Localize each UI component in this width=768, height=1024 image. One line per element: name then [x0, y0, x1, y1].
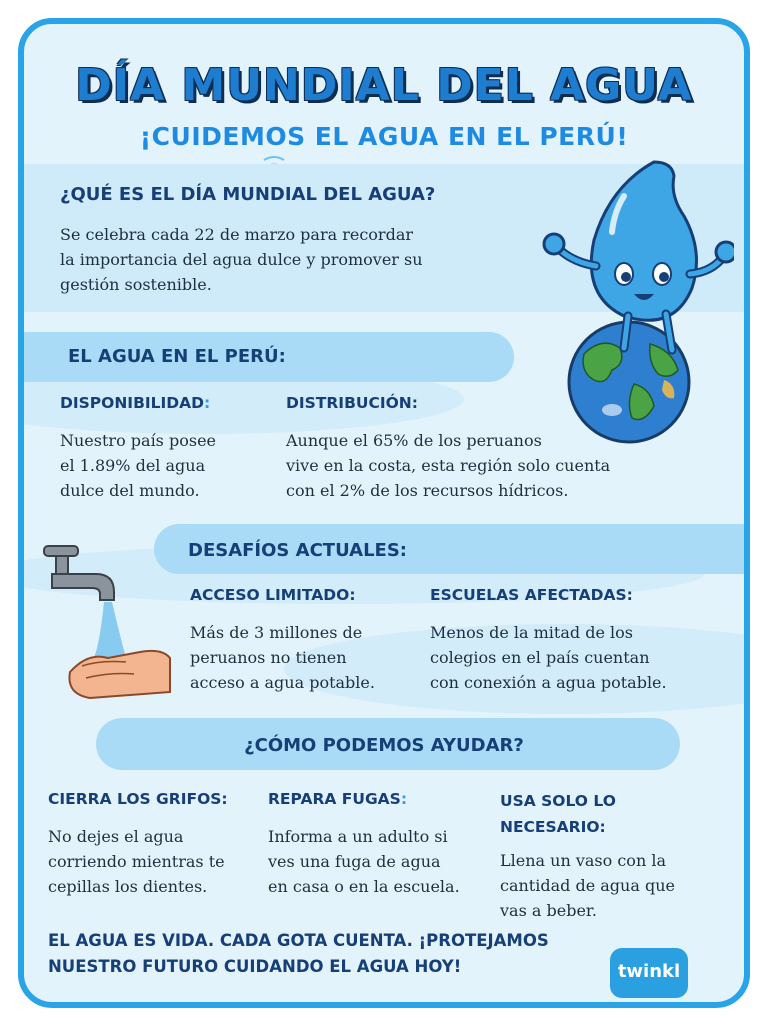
- text-line: la importancia del agua dulce y promover su: [60, 250, 423, 269]
- text-line: dulce del mundo.: [60, 481, 200, 500]
- text-line: vive en la costa, esta región solo cuenta: [286, 456, 611, 475]
- subheading-disponibilidad: [60, 394, 210, 412]
- text-line: colegios en el país cuentan: [430, 648, 650, 667]
- text-line: Nuestro país posee: [60, 431, 216, 450]
- faucet-hands-icon: [30, 532, 180, 702]
- acceso-text: [190, 620, 375, 695]
- section-heading-que-es: ¿QUÉ ES EL DÍA MUNDIAL DEL AGUA?: [60, 184, 436, 205]
- text-line: cepillas los dientes.: [48, 877, 208, 896]
- page-title: DÍA MUNDIAL DEL AGUA: [75, 60, 693, 111]
- subheading-fugas: [268, 790, 407, 808]
- logo-text: twinkl: [617, 961, 681, 982]
- subheading-necesario: [500, 788, 616, 840]
- poster-frame: [18, 18, 750, 1008]
- subheading-distribucion: DISTRIBUCIÓN:: [286, 394, 418, 412]
- subheading-line: NECESARIO:: [500, 818, 606, 836]
- text-line: Informa a un adulto si: [268, 827, 448, 846]
- escuelas-text: [430, 620, 667, 695]
- poster-background: [24, 24, 744, 1002]
- fugas-text: [268, 824, 460, 899]
- subheading-acceso: ACCESO LIMITADO:: [190, 586, 356, 604]
- text-line: el 1.89% del agua: [60, 456, 206, 475]
- text-line: Llena un vaso con la: [500, 851, 666, 870]
- text-line: corriendo mientras te: [48, 852, 225, 871]
- page-subtitle: ¡CUIDEMOS EL AGUA EN EL PERÚ!: [139, 122, 629, 151]
- que-es-text: [60, 222, 423, 297]
- footer-line: NUESTRO FUTURO CUIDANDO EL AGUA HOY!: [48, 957, 462, 976]
- subheading-colon: :: [204, 394, 211, 412]
- text-line: gestión sostenible.: [60, 275, 212, 294]
- text-line: cantidad de agua que: [500, 876, 675, 895]
- section-heading-ayudar: ¿CÓMO PODEMOS AYUDAR?: [244, 735, 524, 756]
- subheading-escuelas: ESCUELAS AFECTADAS:: [430, 586, 633, 604]
- text-line: vas a beber.: [500, 901, 597, 920]
- text-line: Más de 3 millones de: [190, 623, 363, 642]
- subheading-text: REPARA FUGAS: [268, 790, 401, 808]
- text-line: en casa o en la escuela.: [268, 877, 460, 896]
- text-line: No dejes el agua: [48, 827, 184, 846]
- section-heading-desafios: DESAFÍOS ACTUALES:: [188, 540, 407, 561]
- text-line: con el 2% de los recursos hídricos.: [286, 481, 569, 500]
- water-drop-mascot-icon: [524, 156, 734, 356]
- text-line: peruanos no tienen: [190, 648, 347, 667]
- text-line: Menos de la mitad de los: [430, 623, 633, 642]
- text-line: ves una fuga de agua: [268, 852, 441, 871]
- text-line: Se celebra cada 22 de marzo para recordar: [60, 225, 414, 244]
- twinkl-logo: [610, 948, 688, 998]
- text-line: Aunque el 65% de los peruanos: [286, 431, 542, 450]
- subheading-line: USA SOLO LO: [500, 792, 616, 810]
- text-line: acceso a agua potable.: [190, 673, 375, 692]
- grifos-text: [48, 824, 225, 899]
- subheading-grifos: CIERRA LOS GRIFOS:: [48, 790, 228, 808]
- section-heading-peru: EL AGUA EN EL PERÚ:: [68, 346, 286, 367]
- subheading-colon: :: [400, 790, 408, 808]
- subheading-text: DISPONIBILIDAD: [60, 394, 205, 412]
- footer-message: [48, 928, 549, 980]
- text-line: con conexión a agua potable.: [430, 673, 667, 692]
- disponibilidad-text: [60, 428, 216, 503]
- necesario-text: [500, 848, 675, 923]
- footer-line: EL AGUA ES VIDA. CADA GOTA CUENTA. ¡PROTEJAMOS: [48, 931, 549, 950]
